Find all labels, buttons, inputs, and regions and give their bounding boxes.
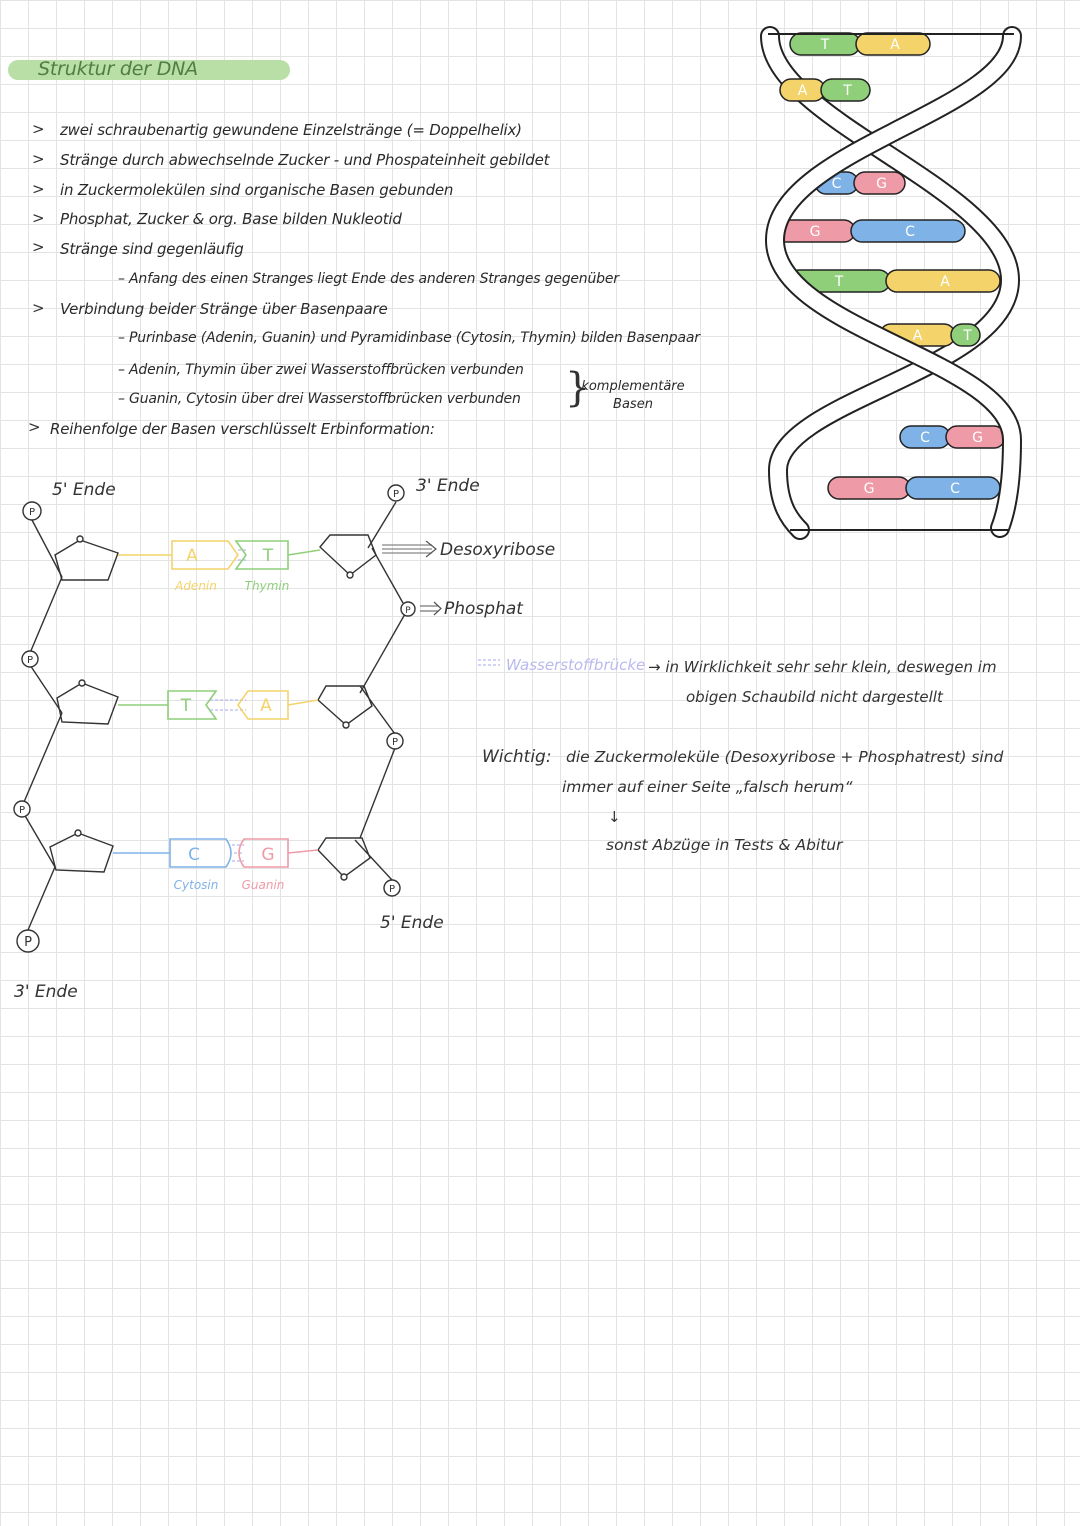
backbone-bond bbox=[372, 548, 403, 603]
deoxyribose-sugar bbox=[50, 833, 113, 872]
base-pair-c-g bbox=[113, 839, 318, 867]
down-arrow-icon: ↓ bbox=[608, 808, 621, 826]
helix-base-letter: G bbox=[876, 176, 887, 192]
ring-oxygen bbox=[343, 722, 349, 728]
bullet-item: Phosphat, Zucker & org. Base bilden Nukleotid bbox=[60, 210, 402, 228]
backbone-bond bbox=[368, 502, 396, 548]
helix-base-letter: C bbox=[950, 481, 960, 497]
backbone-bond bbox=[24, 814, 55, 867]
important-note: immer auf einer Seite „falsch herum“ bbox=[562, 778, 853, 796]
helix-base-letter: G bbox=[809, 224, 821, 240]
base-name: Adenin bbox=[175, 579, 217, 593]
strand-end-label: 3' Ende bbox=[14, 982, 78, 1002]
phosphate-arrow bbox=[420, 602, 441, 615]
important-note: sonst Abzüge in Tests & Abitur bbox=[606, 836, 843, 854]
helix-base-letter: T bbox=[843, 83, 852, 99]
backbone-bond bbox=[360, 748, 395, 838]
backbone-bond bbox=[28, 867, 55, 930]
hbond-note: obigen Schaubild nicht dargestellt bbox=[686, 688, 943, 706]
deoxyribose-sugar bbox=[55, 540, 118, 580]
base-name: Cytosin bbox=[173, 878, 219, 892]
bullet-item: Stränge durch abwechselnde Zucker - und Phospateinheit gebildet bbox=[60, 151, 550, 169]
phosphate-symbol: P bbox=[18, 805, 26, 816]
base-pair-t-a bbox=[118, 691, 318, 719]
bullet-item: Verbindung beider Stränge über Basenpaare bbox=[60, 300, 388, 318]
backbone-bond bbox=[24, 713, 62, 802]
backbone-bond bbox=[32, 520, 62, 577]
bullet-item: Stränge sind gegenläufig bbox=[60, 240, 244, 258]
backbone-bond bbox=[30, 577, 62, 653]
phosphate-symbol: P bbox=[388, 884, 396, 895]
backbone-bond bbox=[30, 665, 62, 713]
backbone-bond bbox=[360, 614, 405, 693]
phosphate-symbol: P bbox=[392, 489, 400, 500]
base-name: Guanin bbox=[241, 878, 285, 892]
brace-label-line: Basen bbox=[613, 397, 653, 412]
helix-base-letter: C bbox=[831, 176, 842, 192]
backbone-bond bbox=[360, 686, 395, 734]
sub-bullet-item: – Anfang des einen Stranges liegt Ende des anderen Stranges gegenüber bbox=[118, 271, 619, 287]
bullet-marker: > bbox=[28, 418, 41, 436]
bullet-marker: > bbox=[32, 120, 45, 138]
deoxyribose-sugar bbox=[57, 683, 118, 724]
base-letter: A bbox=[186, 546, 198, 566]
sub-bullet-item: – Purinbase (Adenin, Guanin) und Pyramidinbase (Cytosin, Thymin) bilden Basenpaar bbox=[118, 330, 700, 346]
ring-oxygen bbox=[75, 830, 81, 836]
helix-base-letter: G bbox=[863, 481, 875, 497]
helix-base-letter: T bbox=[820, 37, 830, 53]
base-letter: A bbox=[260, 696, 272, 716]
phosphate-symbol: P bbox=[26, 655, 34, 666]
ring-oxygen bbox=[341, 874, 347, 880]
helix-base-letter: A bbox=[912, 328, 923, 344]
helix-base-letter: T bbox=[963, 328, 972, 344]
base-letter: T bbox=[180, 696, 192, 716]
sub-bullet-item: – Adenin, Thymin über zwei Wasserstoffbrücken verbunden bbox=[118, 362, 524, 378]
strand-end-label: 5' Ende bbox=[52, 480, 116, 500]
bullet-marker: > bbox=[32, 180, 45, 198]
ring-oxygen bbox=[77, 536, 83, 542]
helix-base-letter: A bbox=[890, 37, 900, 53]
bullet-item: in Zuckermolekülen sind organische Basen gebunden bbox=[60, 181, 454, 199]
ring-oxygen bbox=[79, 680, 85, 686]
base-thymine-shape bbox=[168, 691, 216, 719]
strand-end-label: 5' Ende bbox=[380, 913, 444, 933]
base-letter: C bbox=[188, 845, 200, 865]
phosphate-symbol: P bbox=[28, 507, 36, 518]
helix-base-letter: C bbox=[905, 224, 915, 240]
hbond-legend-symbol bbox=[478, 660, 500, 665]
desoxyribose-label: Desoxyribose bbox=[440, 540, 556, 560]
glycosidic-bond bbox=[288, 550, 320, 555]
phosphate-symbol: P bbox=[24, 935, 32, 950]
phosphate-symbol: P bbox=[391, 737, 399, 748]
important-label: Wichtig: bbox=[482, 747, 552, 767]
base-name: Thymin bbox=[244, 579, 290, 593]
base-letter: T bbox=[262, 546, 274, 566]
sub-bullet-item: – Guanin, Cytosin über drei Wasserstoffbrücken verbunden bbox=[118, 391, 521, 407]
page-title: Struktur der DNA bbox=[38, 58, 198, 80]
bullet-marker: > bbox=[32, 209, 45, 227]
backbone-bond bbox=[355, 840, 392, 880]
base-letter: G bbox=[261, 845, 275, 865]
base-cytosine-shape bbox=[170, 839, 231, 867]
helix-base-letter: A bbox=[797, 83, 808, 99]
base-pair-a-t bbox=[118, 541, 320, 569]
glycosidic-bond bbox=[288, 850, 318, 853]
dna-double-helix bbox=[768, 33, 1014, 530]
helix-base-letter: T bbox=[834, 274, 844, 290]
strand-end-label: 3' Ende bbox=[416, 476, 480, 496]
bullet-marker: > bbox=[32, 150, 45, 168]
hbond-note: → in Wirklichkeit sehr sehr klein, deswegen im bbox=[648, 658, 997, 676]
helix-base-letter: A bbox=[940, 274, 950, 290]
helix-base-letter: C bbox=[920, 430, 930, 446]
base-adenine-shape bbox=[172, 541, 238, 569]
ring-oxygen bbox=[347, 572, 353, 578]
curly-brace: } bbox=[565, 365, 591, 411]
phosphate-label: Phosphat bbox=[444, 599, 523, 619]
phosphate-symbol: P bbox=[405, 606, 411, 616]
bullet-item: zwei schraubenartig gewundene Einzelstränge (= Doppelhelix) bbox=[60, 121, 522, 139]
bullet-marker: > bbox=[32, 299, 45, 317]
desoxyribose-arrow bbox=[382, 541, 436, 557]
bullet-marker: > bbox=[32, 238, 45, 256]
deoxyribose-sugar bbox=[318, 838, 370, 877]
helix-base-letter: G bbox=[972, 430, 983, 446]
hbond-legend-label: Wasserstoffbrücke bbox=[506, 656, 646, 674]
bullet-item: Reihenfolge der Basen verschlüsselt Erbinformation: bbox=[50, 420, 435, 438]
deoxyribose-sugar bbox=[320, 535, 376, 575]
brace-label-line: komplementäre bbox=[581, 379, 685, 394]
glycosidic-bond bbox=[288, 700, 318, 705]
important-note: die Zuckermoleküle (Desoxyribose + Phosphatrest) sind bbox=[566, 748, 1004, 766]
